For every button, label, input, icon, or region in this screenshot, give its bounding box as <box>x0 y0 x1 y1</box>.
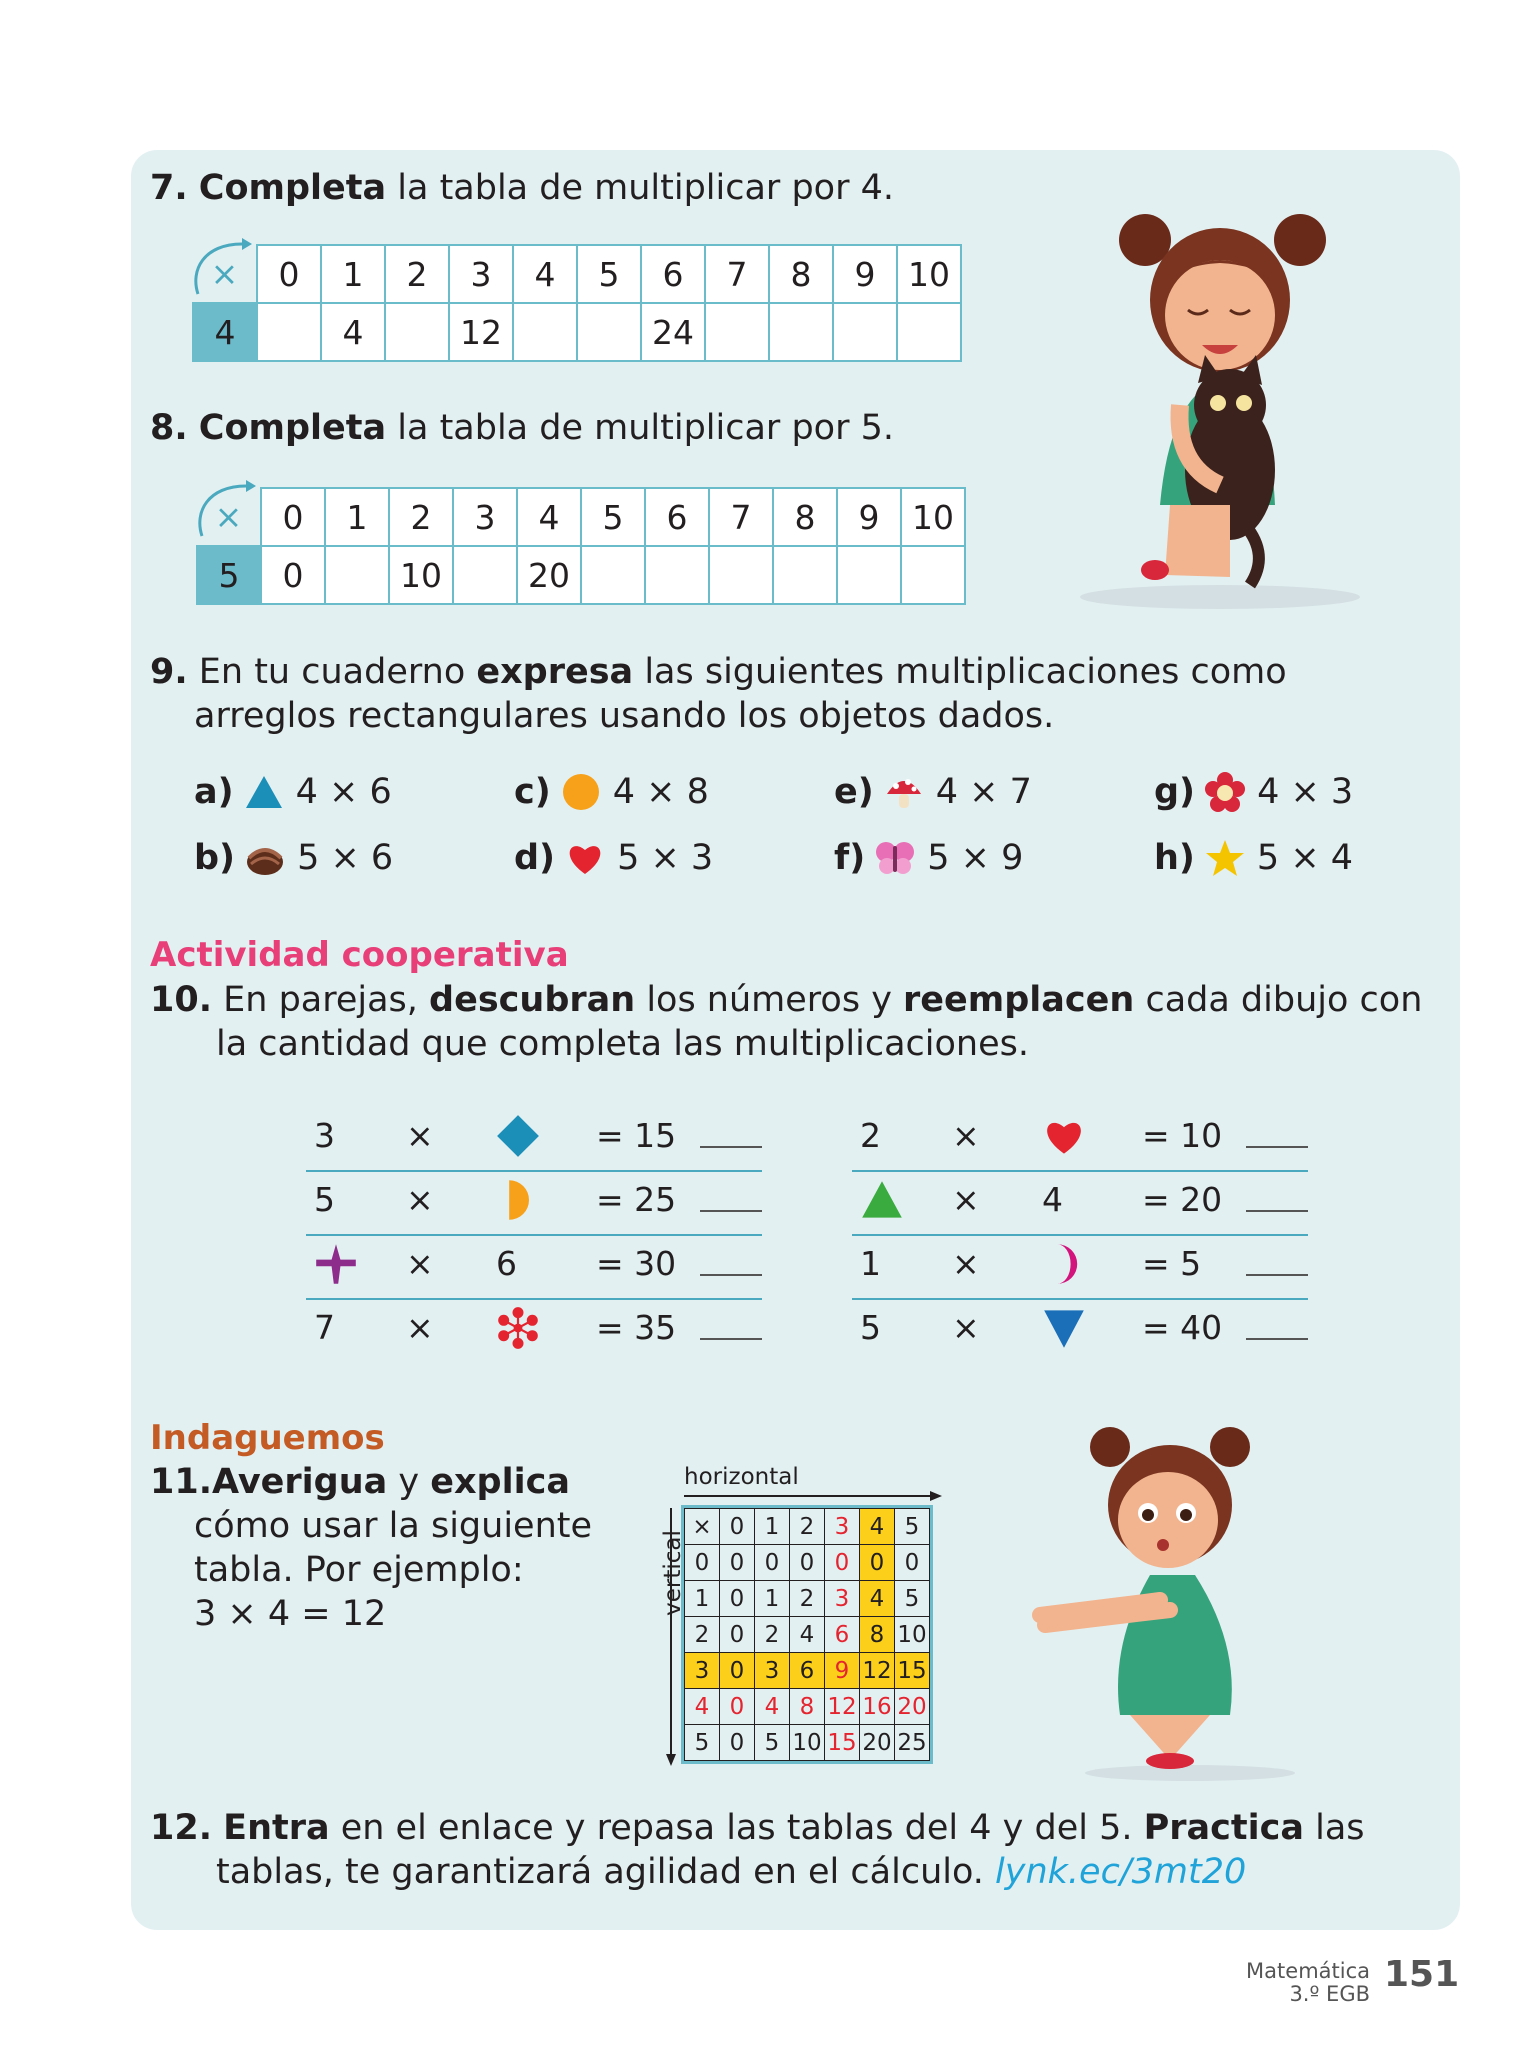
exercise-9-item <box>194 772 392 812</box>
factor-cell: 0 <box>257 245 321 303</box>
item-label: f) <box>834 838 866 878</box>
equation-term: = 35 <box>596 1308 677 1347</box>
factor-cell: 7 <box>705 245 769 303</box>
grid-cell: 5 <box>755 1725 790 1761</box>
grid-cell: 4 <box>790 1617 825 1653</box>
grid-cell: 0 <box>720 1725 755 1761</box>
subject-label: Matemática <box>1246 1959 1370 1983</box>
grid-cell: 2 <box>755 1617 790 1653</box>
grid-row <box>685 1509 930 1545</box>
exercise-11-line4: 3 × 4 = 12 <box>194 1594 387 1634</box>
factor-cell: 8 <box>773 488 837 546</box>
grid-cell: 6 <box>825 1617 860 1653</box>
answer-cell[interactable] <box>773 546 837 604</box>
item-label: a) <box>194 772 234 812</box>
chocolate-icon <box>245 838 285 878</box>
grid-cell: 0 <box>860 1545 895 1581</box>
grid-cell: 6 <box>790 1653 825 1689</box>
answer-blank[interactable] <box>700 1210 762 1212</box>
answer-cell[interactable]: 10 <box>389 546 453 604</box>
answer-blank[interactable] <box>700 1274 762 1276</box>
grid-cell: 4 <box>860 1581 895 1617</box>
equation-row <box>306 1170 762 1236</box>
equation-term: × <box>406 1308 434 1347</box>
answer-blank[interactable] <box>1246 1146 1308 1148</box>
footer-subject <box>1210 1960 1370 2006</box>
horizontal-label: horizontal <box>684 1464 799 1490</box>
table-header-row <box>197 488 965 546</box>
equation-term: = 25 <box>596 1180 677 1219</box>
page-number: 151 <box>1384 1954 1460 1995</box>
factor-cell: 8 <box>769 245 833 303</box>
answer-cell[interactable]: 12 <box>449 303 513 361</box>
times-symbol: × <box>214 497 243 536</box>
multiplication-grid <box>684 1508 930 1761</box>
grid-cell: 5 <box>685 1725 720 1761</box>
exercise-11-line3: tabla. Por ejemplo: <box>194 1550 524 1590</box>
grid-cell: 2 <box>685 1617 720 1653</box>
grid-cell: 3 <box>755 1653 790 1689</box>
grid-cell: 0 <box>720 1689 755 1725</box>
factor-cell: 3 <box>453 488 517 546</box>
grid-cell: 0 <box>720 1653 755 1689</box>
grid-cell: 20 <box>895 1689 930 1725</box>
blue-diamond-icon <box>496 1114 540 1166</box>
green-triangle-icon <box>860 1178 904 1230</box>
exercise-9-item <box>514 772 709 812</box>
answer-cell[interactable] <box>577 303 641 361</box>
factor-cell: 0 <box>261 488 325 546</box>
exercise-9-title: 9. En tu cuaderno expresa las siguientes multiplicaciones como <box>150 652 1287 692</box>
item-expression: 5 × 6 <box>297 838 394 878</box>
answer-cell[interactable] <box>645 546 709 604</box>
answer-cell[interactable]: 0 <box>261 546 325 604</box>
grid-cell: 12 <box>860 1653 895 1689</box>
grid-row <box>685 1581 930 1617</box>
grid-cell: 15 <box>895 1653 930 1689</box>
orange-half-circle-icon <box>496 1178 540 1230</box>
multiplier-cell: 5 <box>197 546 261 604</box>
girl-with-cat-illustration <box>1070 205 1360 615</box>
item-label: d) <box>514 838 556 878</box>
factor-cell: 3 <box>449 245 513 303</box>
heart-icon <box>565 838 605 878</box>
grid-cell: 10 <box>790 1725 825 1761</box>
equation-term: = 40 <box>1142 1308 1223 1347</box>
item-label: g) <box>1154 772 1196 812</box>
table-answer-row <box>193 303 961 361</box>
grid-cell: 0 <box>720 1509 755 1545</box>
grid-cell: 9 <box>825 1653 860 1689</box>
grid-row <box>685 1689 930 1725</box>
item-expression: 5 × 4 <box>1256 838 1354 878</box>
factor-cell: 10 <box>901 488 965 546</box>
grid-cell: 4 <box>755 1689 790 1725</box>
item-label: e) <box>834 772 874 812</box>
red-snowflake-icon <box>496 1306 540 1358</box>
equation-row <box>852 1106 1308 1172</box>
equation-term: × <box>406 1116 434 1155</box>
equation-row <box>306 1106 762 1172</box>
answer-blank[interactable] <box>700 1338 762 1340</box>
equation-row <box>306 1234 762 1300</box>
factor-cell: 6 <box>641 245 705 303</box>
factor-cell: 9 <box>833 245 897 303</box>
equation-term: = 10 <box>1142 1116 1223 1155</box>
equation-term: 6 <box>496 1244 517 1283</box>
factor-cell: 2 <box>389 488 453 546</box>
grid-cell: 20 <box>860 1725 895 1761</box>
answer-cell[interactable] <box>453 546 517 604</box>
grid-cell: 2 <box>790 1509 825 1545</box>
equation-term: × <box>952 1116 980 1155</box>
grid-cell: 5 <box>895 1581 930 1617</box>
equation-term: × <box>952 1308 980 1347</box>
equation-row <box>852 1234 1308 1300</box>
answer-cell[interactable] <box>513 303 577 361</box>
grid-cell: 3 <box>685 1653 720 1689</box>
answer-cell[interactable] <box>901 546 965 604</box>
mushroom-icon <box>884 772 924 812</box>
equation-row <box>852 1170 1308 1236</box>
grid-row <box>685 1725 930 1761</box>
grid-cell: 3 <box>825 1509 860 1545</box>
grid-cell: 15 <box>825 1725 860 1761</box>
grid-cell: 0 <box>720 1617 755 1653</box>
exercise-9-item <box>834 838 1023 878</box>
exercise-9-item <box>194 838 393 878</box>
grid-cell: 1 <box>755 1509 790 1545</box>
factor-cell: 4 <box>517 488 581 546</box>
factor-cell: 1 <box>321 245 385 303</box>
item-label: c) <box>514 772 551 812</box>
answer-cell[interactable] <box>257 303 321 361</box>
grid-cell: 0 <box>685 1545 720 1581</box>
exercise-11-title: 11.Averigua y explica <box>150 1462 570 1502</box>
orange-circle-icon <box>561 772 601 812</box>
multiplication-table-4 <box>192 244 962 362</box>
exercise-9-item <box>514 838 713 878</box>
factor-cell: 7 <box>709 488 773 546</box>
grid-row <box>685 1653 930 1689</box>
equation-term: × <box>952 1244 980 1283</box>
answer-cell[interactable] <box>581 546 645 604</box>
grid-cell: 1 <box>685 1581 720 1617</box>
multiplier-cell: 4 <box>193 303 257 361</box>
times-symbol: × <box>210 254 239 293</box>
inquiry-heading: Indaguemos <box>150 1418 385 1458</box>
factor-cell: 5 <box>577 245 641 303</box>
exercise-12-line2: tablas, te garantizará agilidad en el cálculo. lynk.ec/3mt20 <box>216 1852 1247 1892</box>
equation-row <box>306 1298 762 1362</box>
answer-blank[interactable] <box>700 1146 762 1148</box>
grid-cell: 0 <box>755 1545 790 1581</box>
grid-cell: 5 <box>895 1509 930 1545</box>
exercise-10-title: 10. En parejas, descubran los números y reemplacen cada dibujo con <box>150 980 1423 1020</box>
item-expression: 4 × 6 <box>295 772 392 812</box>
equation-term: = 5 <box>1142 1244 1202 1283</box>
factor-cell: 6 <box>645 488 709 546</box>
butterfly-icon <box>875 838 915 878</box>
answer-blank[interactable] <box>1246 1210 1308 1212</box>
blue-triangle-icon <box>244 772 284 812</box>
grid-cell: 1 <box>755 1581 790 1617</box>
exercise-11-line2: cómo usar la siguiente <box>194 1506 593 1546</box>
exercise-9-line2: arreglos rectangulares usando los objetos dados. <box>194 696 1055 736</box>
grid-cell: 16 <box>860 1689 895 1725</box>
answer-cell[interactable] <box>385 303 449 361</box>
grid-cell: 4 <box>860 1509 895 1545</box>
blue-down-triangle-icon <box>1042 1306 1086 1358</box>
answer-blank[interactable] <box>1246 1274 1308 1276</box>
equation-term: 5 <box>314 1180 335 1219</box>
factor-cell: 2 <box>385 245 449 303</box>
answer-cell[interactable] <box>769 303 833 361</box>
answer-cell[interactable] <box>897 303 961 361</box>
grid-cell: × <box>685 1509 720 1545</box>
grid-row <box>685 1545 930 1581</box>
exercise-9-item <box>1154 772 1353 812</box>
grid-cell: 0 <box>825 1545 860 1581</box>
answer-cell[interactable]: 20 <box>517 546 581 604</box>
red-heart-icon <box>1042 1114 1086 1166</box>
magenta-moon-icon <box>1042 1242 1086 1294</box>
grid-cell: 3 <box>825 1581 860 1617</box>
factor-cell: 4 <box>513 245 577 303</box>
item-expression: 4 × 7 <box>935 772 1032 812</box>
vertical-label: vertical <box>659 1530 686 1616</box>
equation-term: × <box>406 1180 434 1219</box>
table-answer-row <box>197 546 965 604</box>
answer-cell[interactable] <box>837 546 901 604</box>
answer-cell[interactable]: 4 <box>321 303 385 361</box>
grade-label: 3.º EGB <box>1289 1982 1370 2006</box>
purple-cross-icon <box>314 1242 358 1294</box>
equation-term: 1 <box>860 1244 881 1283</box>
equation-term: = 30 <box>596 1244 677 1283</box>
grid-cell: 2 <box>790 1581 825 1617</box>
exercise-7-title: 7. Completa la tabla de multiplicar por 4. <box>150 168 894 208</box>
girl-squatting-illustration <box>1030 1425 1300 1785</box>
vertical-arrow-icon <box>665 1508 677 1768</box>
grid-cell: 10 <box>895 1617 930 1653</box>
equation-term: × <box>406 1244 434 1283</box>
table-header-row <box>193 245 961 303</box>
grid-row <box>685 1617 930 1653</box>
multiplication-table-5 <box>196 487 966 605</box>
exercise-8-title: 8. Completa la tabla de multiplicar por 5. <box>150 408 894 448</box>
answer-cell[interactable] <box>705 303 769 361</box>
item-expression: 4 × 3 <box>1257 772 1354 812</box>
exercise-10-line2: la cantidad que completa las multiplicaciones. <box>216 1024 1029 1064</box>
item-expression: 5 × 9 <box>927 838 1024 878</box>
horizontal-arrow-icon <box>684 1490 944 1502</box>
flower-icon <box>1205 772 1245 812</box>
factor-cell: 9 <box>837 488 901 546</box>
answer-blank[interactable] <box>1246 1338 1308 1340</box>
link-lynk[interactable]: lynk.ec/3mt20 <box>995 1852 1247 1892</box>
answer-cell[interactable]: 24 <box>641 303 705 361</box>
grid-cell: 25 <box>895 1725 930 1761</box>
grid-cell: 4 <box>685 1689 720 1725</box>
equation-row <box>852 1298 1308 1362</box>
equation-term: × <box>952 1180 980 1219</box>
grid-cell: 0 <box>895 1545 930 1581</box>
item-expression: 5 × 3 <box>617 838 714 878</box>
star-icon <box>1205 838 1245 878</box>
equation-term: 4 <box>1042 1180 1063 1219</box>
grid-cell: 0 <box>790 1545 825 1581</box>
grid-cell: 8 <box>790 1689 825 1725</box>
item-expression: 4 × 8 <box>612 772 709 812</box>
factor-cell: 1 <box>325 488 389 546</box>
exercise-9-item <box>1154 838 1353 878</box>
grid-cell: 8 <box>860 1617 895 1653</box>
answer-cell[interactable] <box>325 546 389 604</box>
factor-cell: 10 <box>897 245 961 303</box>
equation-term: 7 <box>314 1308 335 1347</box>
answer-cell[interactable] <box>709 546 773 604</box>
exercise-9-item <box>834 772 1032 812</box>
grid-cell: 0 <box>720 1545 755 1581</box>
answer-cell[interactable] <box>833 303 897 361</box>
equation-term: 3 <box>314 1116 335 1155</box>
item-label: b) <box>194 838 236 878</box>
equation-term: = 15 <box>596 1116 677 1155</box>
equation-term: = 20 <box>1142 1180 1223 1219</box>
exercise-12-title: 12. Entra en el enlace y repasa las tablas del 4 y del 5. Practica las <box>150 1808 1365 1848</box>
factor-cell: 5 <box>581 488 645 546</box>
cooperative-activity-heading: Actividad cooperativa <box>150 935 569 975</box>
grid-cell: 0 <box>720 1581 755 1617</box>
equation-term: 2 <box>860 1116 881 1155</box>
item-label: h) <box>1154 838 1195 878</box>
grid-cell: 12 <box>825 1689 860 1725</box>
equation-term: 5 <box>860 1308 881 1347</box>
